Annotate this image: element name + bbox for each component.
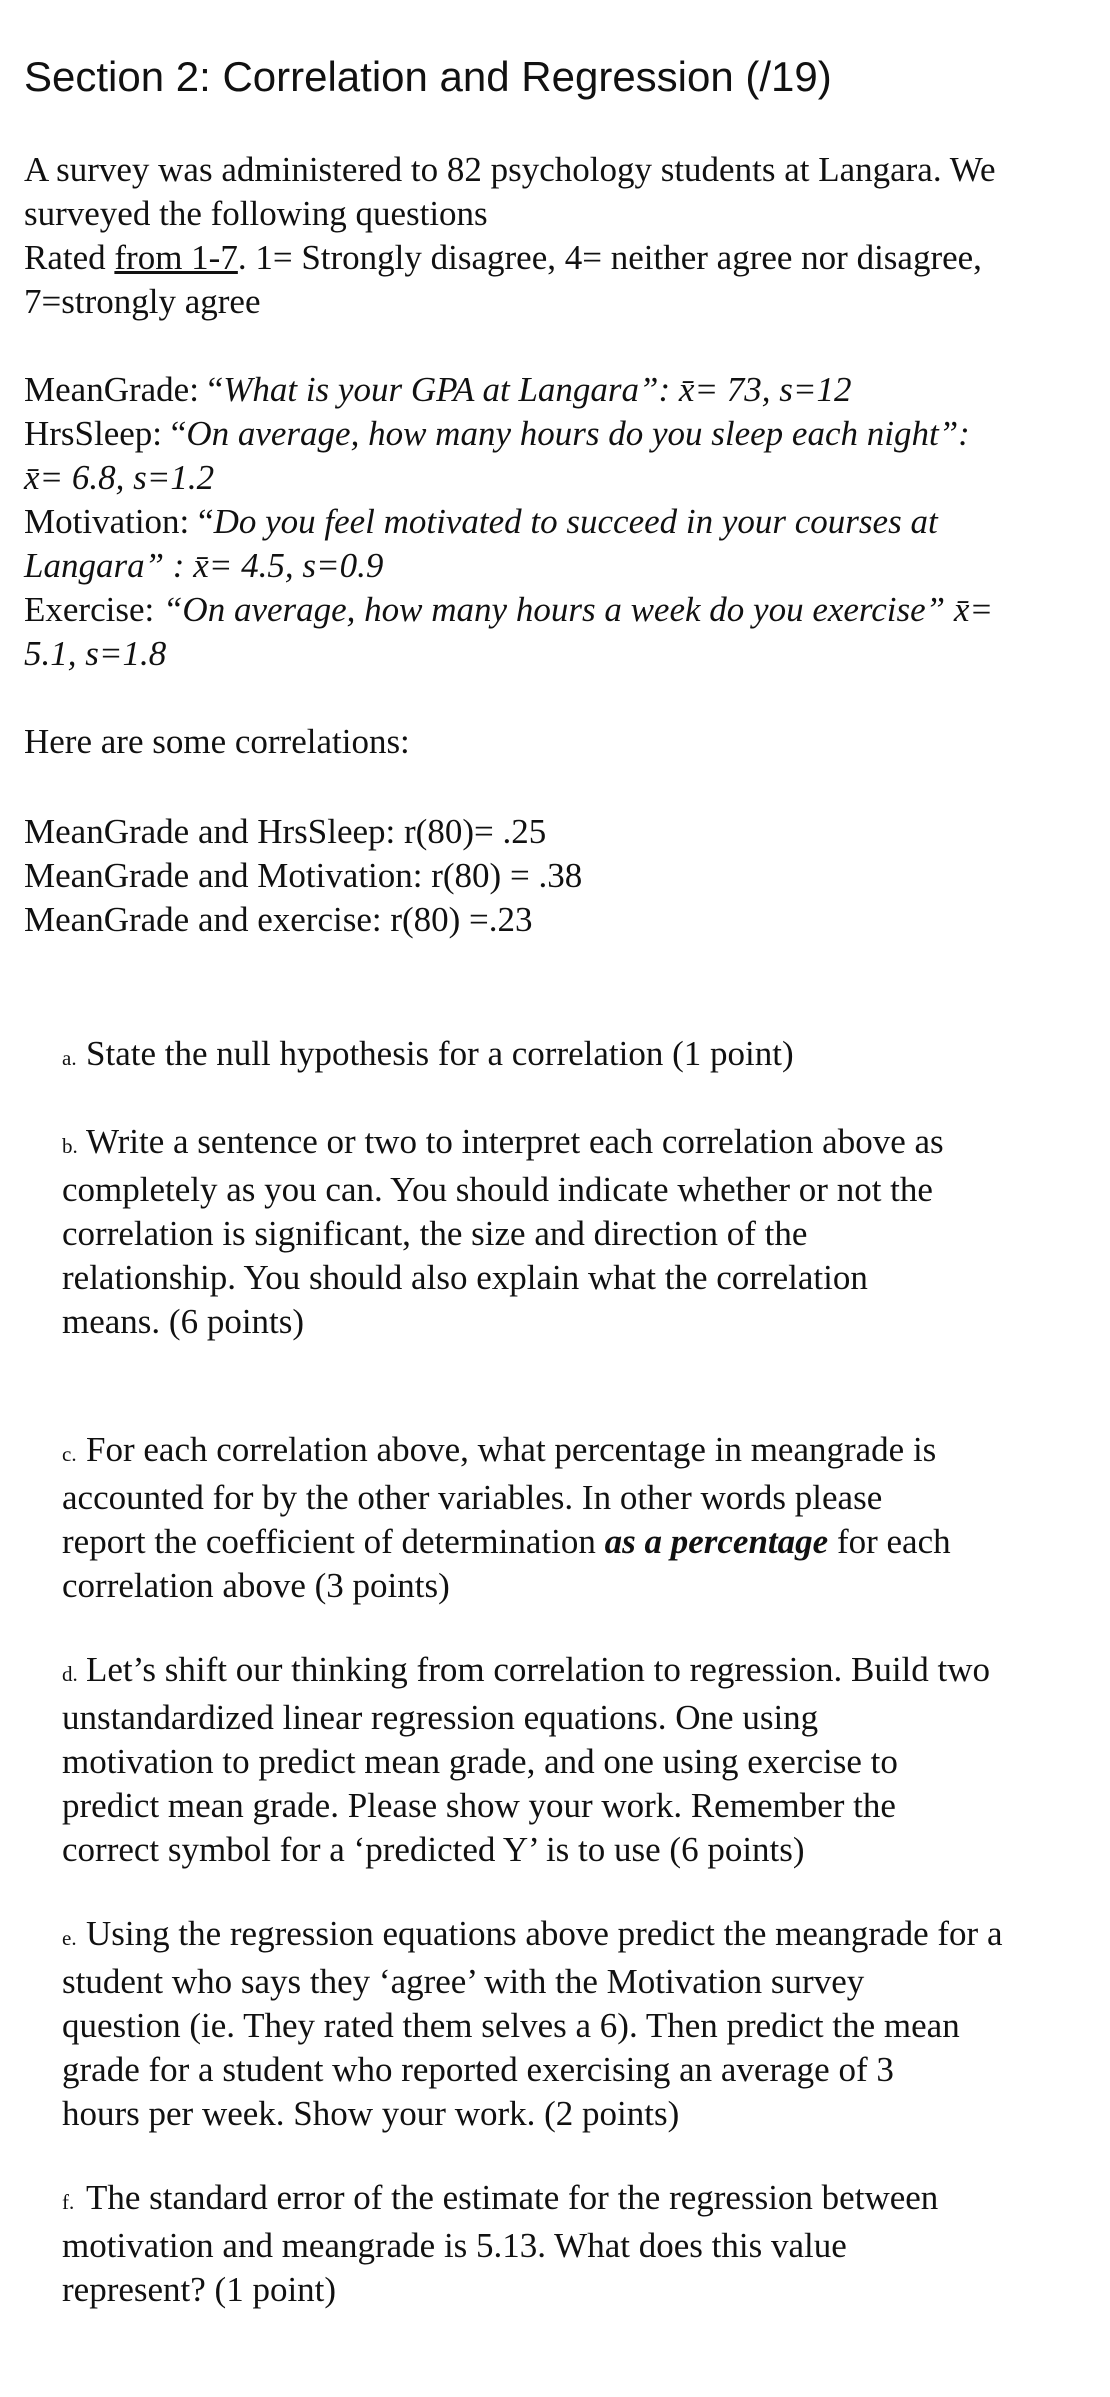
variable-hrssleep-stats	[24, 456, 1086, 500]
question-c-line-3-pre: report the coefficient of determination	[62, 1522, 605, 1561]
correlations-list	[24, 810, 1086, 942]
question-b	[62, 1120, 1110, 1344]
question-a-line: State the null hypothesis for a correlation (1 point)	[86, 1034, 794, 1073]
variable-motivation-question-1: Do you feel motivated to succeed in your courses at	[213, 502, 938, 541]
intro-line-2: surveyed the following questions	[24, 194, 488, 233]
question-letter-c: c.	[62, 1442, 77, 1466]
variable-motivation-label: Motivation: “	[24, 502, 214, 541]
variables-list	[24, 368, 1086, 676]
question-d-line: correct symbol for a ‘predicted Y’ is to use (6 points)	[62, 1830, 805, 1869]
question-c-line: accounted for by the other variables. In other words please	[62, 1478, 883, 1517]
variable-meangrade	[24, 368, 1086, 412]
variable-exercise	[24, 588, 1086, 632]
question-b-line: Write a sentence or two to interpret each correlation above as	[86, 1122, 944, 1161]
variable-motivation-question-2: Langara” : x̄= 4.5, s=0.9	[24, 546, 384, 585]
variable-exercise-label: Exercise:	[24, 590, 163, 629]
question-letter-b: b.	[62, 1134, 78, 1158]
variable-motivation-stats	[24, 544, 1086, 588]
question-e-line: Using the regression equations above predict the meangrade for a	[86, 1914, 1003, 1953]
question-f-line: motivation and meangrade is 5.13. What does this value	[62, 2226, 847, 2265]
variable-hrssleep-question-1: On average, how many hours do you sleep each night”:	[186, 414, 970, 453]
correlations-heading: Here are some correlations:	[24, 722, 410, 761]
question-f-line: represent? (1 point)	[62, 2270, 337, 2309]
variable-hrssleep-label: HrsSleep: “	[24, 414, 187, 453]
correlation-item: MeanGrade and Motivation: r(80) = .38	[24, 856, 583, 895]
question-d-line: unstandardized linear regression equations. One using	[62, 1698, 819, 1737]
question-c-line: For each correlation above, what percentage in meangrade is	[86, 1430, 937, 1469]
question-c	[62, 1428, 1110, 1608]
question-c-line: correlation above (3 points)	[62, 1566, 450, 1605]
variable-hrssleep	[24, 412, 1086, 456]
question-d-line: motivation to predict mean grade, and one using exercise to	[62, 1742, 898, 1781]
question-b-line: completely as you can. You should indicate whether or not the	[62, 1170, 933, 1209]
question-f-line: The standard error of the estimate for the regression between	[86, 2178, 939, 2217]
intro-line-3	[24, 236, 1086, 280]
variable-meangrade-label: MeanGrade: “	[24, 370, 224, 409]
question-c-line-3-post: for each	[828, 1522, 951, 1561]
variable-meangrade-question: What is your GPA at Langara”: x̄= 73, s=12	[223, 370, 852, 409]
question-a	[62, 1032, 1110, 1080]
question-d-line: predict mean grade. Please show your work. Remember the	[62, 1786, 896, 1825]
variable-exercise-stats	[24, 632, 1086, 676]
question-f	[62, 2176, 1110, 2312]
question-b-line: relationship. You should also explain what the correlation	[62, 1258, 868, 1297]
question-e-line: student who says they ‘agree’ with the Motivation survey	[62, 1962, 865, 2001]
question-b-line: correlation is significant, the size and direction of the	[62, 1214, 808, 1253]
question-d	[62, 1648, 1110, 1872]
intro-line-4: 7=strongly agree	[24, 282, 261, 321]
question-c-line	[62, 1520, 1110, 1564]
question-d-line: Let’s shift our thinking from correlation to regression. Build two	[86, 1650, 991, 1689]
variable-exercise-question-2: 5.1, s=1.8	[24, 634, 167, 673]
variable-exercise-question-1: “On average, how many hours a week do you exercise” x̄=	[162, 590, 994, 629]
correlation-item: MeanGrade and exercise: r(80) =.23	[24, 900, 533, 939]
question-e-line: grade for a student who reported exercising an average of 3	[62, 2050, 894, 2089]
question-letter-e: e.	[62, 1926, 77, 1950]
question-letter-f: f.	[62, 2190, 75, 2214]
rating-range-underlined: from 1-7	[114, 238, 238, 277]
variable-hrssleep-question-2: x̄= 6.8, s=1.2	[24, 458, 215, 497]
question-e-line: hours per week. Show your work. (2 points)	[62, 2094, 680, 2133]
question-e	[62, 1912, 1110, 2136]
correlation-item: MeanGrade and HrsSleep: r(80)= .25	[24, 812, 547, 851]
question-letter-a: a.	[62, 1046, 77, 1070]
question-letter-d: d.	[62, 1662, 78, 1686]
intro-line-3-post: . 1= Strongly disagree, 4= neither agree nor disagree,	[237, 238, 982, 277]
variable-motivation	[24, 500, 1086, 544]
emphasis-as-a-percentage: as a percentage	[604, 1522, 829, 1561]
intro-paragraph	[24, 148, 1086, 324]
question-e-line: question (ie. They rated them selves a 6). Then predict the mean	[62, 2006, 960, 2045]
intro-line-3-pre: Rated	[24, 238, 115, 277]
intro-line-1: A survey was administered to 82 psychology students at Langara. We	[24, 150, 996, 189]
section-title: Section 2: Correlation and Regression (/19)	[24, 53, 832, 100]
question-b-line: means. (6 points)	[62, 1302, 305, 1341]
